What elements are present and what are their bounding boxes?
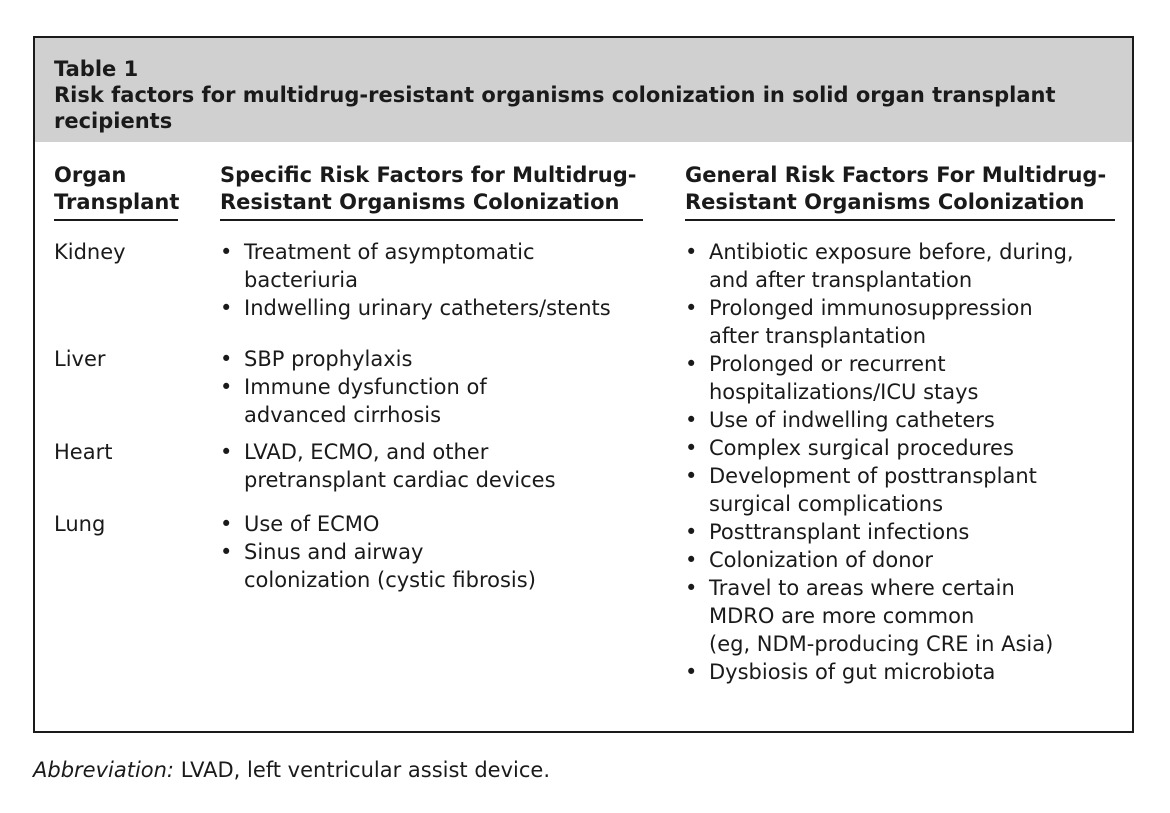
list-item: • Dysbiosis of gut microbiota: [685, 658, 1125, 686]
specific-list-liver: [220, 345, 650, 429]
header-rule-specific: [220, 219, 643, 221]
list-item: • LVAD, ECMO, and other pretransplant cardiac devices: [220, 438, 650, 494]
list-item: • Prolonged or recurrent hospitalizations/ICU stays: [685, 350, 1125, 406]
header-rule-organ: [54, 219, 178, 221]
general-risk-list: [685, 238, 1125, 686]
header-organ-line2: Transplant: [54, 190, 180, 214]
header-general-risk-factors: [685, 162, 1106, 216]
list-item: • SBP prophylaxis: [220, 345, 650, 373]
table-label: Table 1: [54, 57, 139, 81]
header-general-line1: General Risk Factors For Multidrug-: [685, 163, 1107, 187]
organ-liver: Liver: [54, 347, 106, 371]
specific-list-lung: [220, 510, 650, 594]
list-item: • Prolonged immunosuppression after transplantation: [685, 294, 1125, 350]
header-organ-line1: Organ: [54, 163, 127, 187]
abbreviation-footnote: [33, 756, 550, 784]
list-item: • Use of indwelling catheters: [685, 406, 1125, 434]
footnote-label: Abbreviation:: [33, 758, 175, 782]
organ-heart: Heart: [54, 440, 113, 464]
list-item: • Colonization of donor: [685, 546, 1125, 574]
header-rule-general: [685, 219, 1115, 221]
list-item: • Posttransplant infections: [685, 518, 1125, 546]
specific-list-kidney: [220, 238, 650, 322]
organ-kidney: Kidney: [54, 240, 126, 264]
header-specific-line2: Resistant Organisms Colonization: [220, 190, 620, 214]
table-caption: [35, 38, 1132, 142]
list-item: • Immune dysfunction of advanced cirrhosis: [220, 373, 650, 429]
list-item: • Development of posttransplant surgical complications: [685, 462, 1125, 518]
list-item: • Antibiotic exposure before, during, and after transplantation: [685, 238, 1125, 294]
footnote-text: LVAD, left ventricular assist device.: [174, 758, 550, 782]
list-item: • Travel to areas where certain MDRO are more common (eg, NDM-producing CRE in Asia): [685, 574, 1125, 658]
specific-list-heart: [220, 438, 650, 494]
header-organ-transplant: [54, 162, 179, 216]
header-general-line2: Resistant Organisms Colonization: [685, 190, 1085, 214]
header-specific-line1: Specific Risk Factors for Multidrug-: [220, 163, 637, 187]
list-item: • Complex surgical procedures: [685, 434, 1125, 462]
header-specific-risk-factors: [220, 162, 636, 216]
list-item: • Indwelling urinary catheters/stents: [220, 294, 650, 322]
risk-factor-table: [33, 36, 1134, 733]
list-item: • Treatment of asymptomatic bacteriuria: [220, 238, 650, 294]
table-title: Risk factors for multidrug-resistant organisms colonization in solid organ transplant recipients: [54, 83, 1056, 133]
organ-lung: Lung: [54, 512, 106, 536]
list-item: • Use of ECMO: [220, 510, 650, 538]
list-item: • Sinus and airway colonization (cystic fibrosis): [220, 538, 650, 594]
